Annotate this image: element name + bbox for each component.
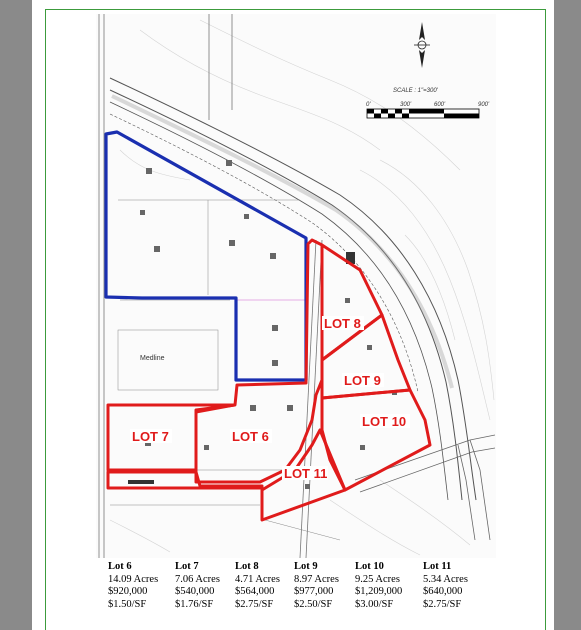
lot-price: $640,000 [423, 586, 463, 598]
lot-name: Lot 11 [423, 561, 452, 572]
lot-9-column [294, 561, 339, 611]
lot-price: $540,000 [175, 586, 215, 598]
lot-price-per-sf: $1.76/SF [175, 598, 214, 610]
lot-9-label: LOT 9 [344, 373, 381, 388]
lot-acres: 7.06 Acres [175, 573, 220, 585]
lot-pricing-table [108, 561, 488, 625]
scale-tick-0: 0' [366, 102, 371, 108]
lot-price: $920,000 [108, 586, 148, 598]
lot-acres: 5.34 Acres [423, 573, 468, 585]
lot-acres: 9.25 Acres [355, 573, 400, 585]
lot-price-per-sf: $2.75/SF [235, 598, 274, 610]
lot-6-column [108, 561, 158, 611]
neighbor-parcel-label: Medline [140, 355, 165, 362]
lot-price: $564,000 [235, 586, 275, 598]
lot-11-column [423, 561, 468, 611]
lot-11-label: LOT 11 [284, 466, 328, 481]
lot-acres: 8.97 Acres [294, 573, 339, 585]
lot-7-column [175, 561, 220, 611]
lot-name: Lot 10 [355, 561, 384, 572]
lot-price: $1,209,000 [355, 586, 403, 598]
lot-10-column [355, 561, 402, 611]
lot-price: $977,000 [294, 586, 334, 598]
scale-tick-600: 600' [434, 102, 446, 108]
lot-acres: 14.09 Acres [108, 573, 159, 585]
scale-tick-300: 300' [400, 102, 412, 108]
lot-8-column [235, 561, 280, 611]
scale-label: SCALE : 1"=300' [393, 88, 438, 94]
lot-10-label: LOT 10 [362, 414, 407, 429]
lot-price-per-sf: $2.50/SF [294, 598, 333, 610]
lot-6-label: LOT 6 [232, 429, 269, 444]
scale-tick-900: 900' [478, 102, 490, 108]
lot-name: Lot 7 [175, 561, 199, 572]
lot-7-label: LOT 7 [132, 429, 169, 444]
lot-price-per-sf: $2.75/SF [423, 598, 462, 610]
lot-price-per-sf: $1.50/SF [108, 598, 147, 610]
lot-8-label: LOT 8 [324, 316, 361, 331]
lot-price-per-sf: $3.00/SF [355, 598, 394, 610]
lot-name: Lot 6 [108, 561, 132, 572]
lot-name: Lot 8 [235, 561, 259, 572]
lot-acres: 4.71 Acres [235, 573, 280, 585]
lot-name: Lot 9 [294, 561, 318, 572]
